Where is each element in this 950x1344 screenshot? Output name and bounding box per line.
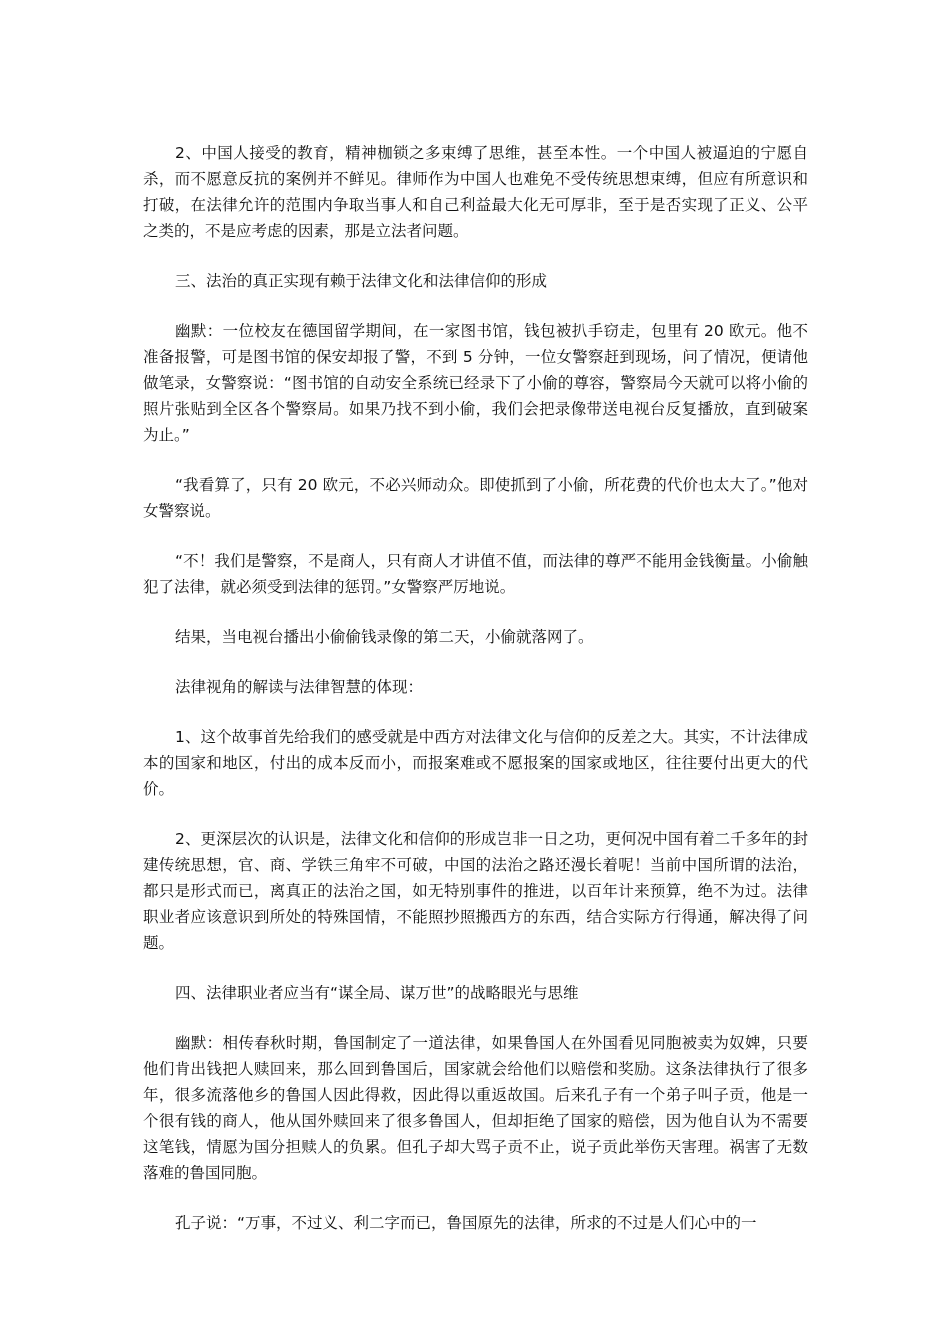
paragraph-gap (143, 650, 808, 674)
paragraph-gap (143, 1006, 808, 1030)
section-heading-3: 三、法治的真正实现有赖于法律文化和法律信仰的形成 (175, 272, 548, 290)
paragraph-legal-perspective: 法律视角的解读与法律智慧的体现： (175, 678, 424, 696)
paragraph-quote-student: “我看算了，只有 20 欧元，不必兴师动众。即使抓到了小偷，所花费的代价也太大了。”他对女警察说。 (143, 476, 808, 520)
section-heading-4: 四、法律职业者应当有“谋全局、谋万世”的战略眼光与思维 (175, 984, 579, 1002)
paragraph-point-2-education: 2、中国人接受的教育，精神枷锁之多束缚了思维，甚至本性。一个中国人被逼迫的宁愿自杀，而不愿意反抗的案例并不鲜见。律师作为中国人也难免不受传统思想束缚，但应有所意识和打破，在法律允许的范围内争取当事人和自己利益最大化无可厚非，至于是否实现了正义、公平之类的，不是应考虑的因素，那是立法者问题。 (143, 144, 808, 240)
document-page (143, 140, 808, 1236)
paragraph-quote-policewoman: “不！我们是警察，不是商人，只有商人才讲值不值，而法律的尊严不能用金钱衡量。小偷触犯了法律，就必须受到法律的惩罚。”女警察严厉地说。 (143, 552, 808, 596)
paragraph-point-2-culture: 2、更深层次的认识是，法律文化和信仰的形成岂非一日之功，更何况中国有着二千多年的封建传统思想，官、商、学铁三角牢不可破，中国的法治之路还漫长着呢！当前中国所谓的法治，都只是形式而已，离真正的法治之国，如无特别事件的推进，以百年计来预算，绝不为过。法律职业者应该意识到所处的特殊国情，不能照抄照搬西方的东西，结合实际方行得通，解决得了问题。 (143, 830, 808, 952)
paragraph-humor-germany: 幽默：一位校友在德国留学期间，在一家图书馆，钱包被扒手窃走，包里有 20 欧元。他不准备报警，可是图书馆的保安却报了警，不到 5 分钟，一位女警察赶到现场，问了情况，便请他做笔录，女警察说：“图书馆的自动安全系统已经录下了小偷的尊容，警察局今天就可以将小偷的照片张贴到全区各个警察局。如果乃找不到小偷，我们会把录像带送电视台反复播放，直到破案为止。” (143, 322, 808, 444)
paragraph-result: 结果，当电视台播出小偷偷钱录像的第二天，小偷就落网了。 (175, 628, 594, 646)
paragraph-gap (143, 448, 808, 472)
paragraph-gap (143, 294, 808, 318)
paragraph-gap (143, 600, 808, 624)
paragraph-gap (143, 244, 808, 268)
paragraph-humor-lu-state: 幽默：相传春秋时期，鲁国制定了一道法律，如果鲁国人在外国看见同胞被卖为奴婢，只要他们肯出钱把人赎回来，那么回到鲁国后，国家就会给他们以赔偿和奖励。这条法律执行了很多年，很多流落他乡的鲁国人因此得救，因此得以重返故国。后来孔子有一个弟子叫子贡，他是一个很有钱的商人，他从国外赎回来了很多鲁国人，但却拒绝了国家的赔偿，因为他自认为不需要这笔钱，情愿为国分担赎人的负累。但孔子却大骂子贡不止，说子贡此举伤天害理。祸害了无数落难的鲁国同胞。 (143, 1034, 808, 1182)
paragraph-gap (143, 956, 808, 980)
paragraph-point-1-contrast: 1、这个故事首先给我们的感受就是中西方对法律文化与信仰的反差之大。其实，不计法律成本的国家和地区，付出的成本反而小，而报案难或不愿报案的国家或地区，往往要付出更大的代价。 (143, 728, 808, 798)
paragraph-gap (143, 802, 808, 826)
paragraph-gap (143, 524, 808, 548)
paragraph-confucius-quote: 孔子说：“万事，不过义、利二字而已，鲁国原先的法律，所求的不过是人们心中的一 (175, 1214, 757, 1232)
paragraph-gap (143, 1186, 808, 1210)
paragraph-gap (143, 700, 808, 724)
